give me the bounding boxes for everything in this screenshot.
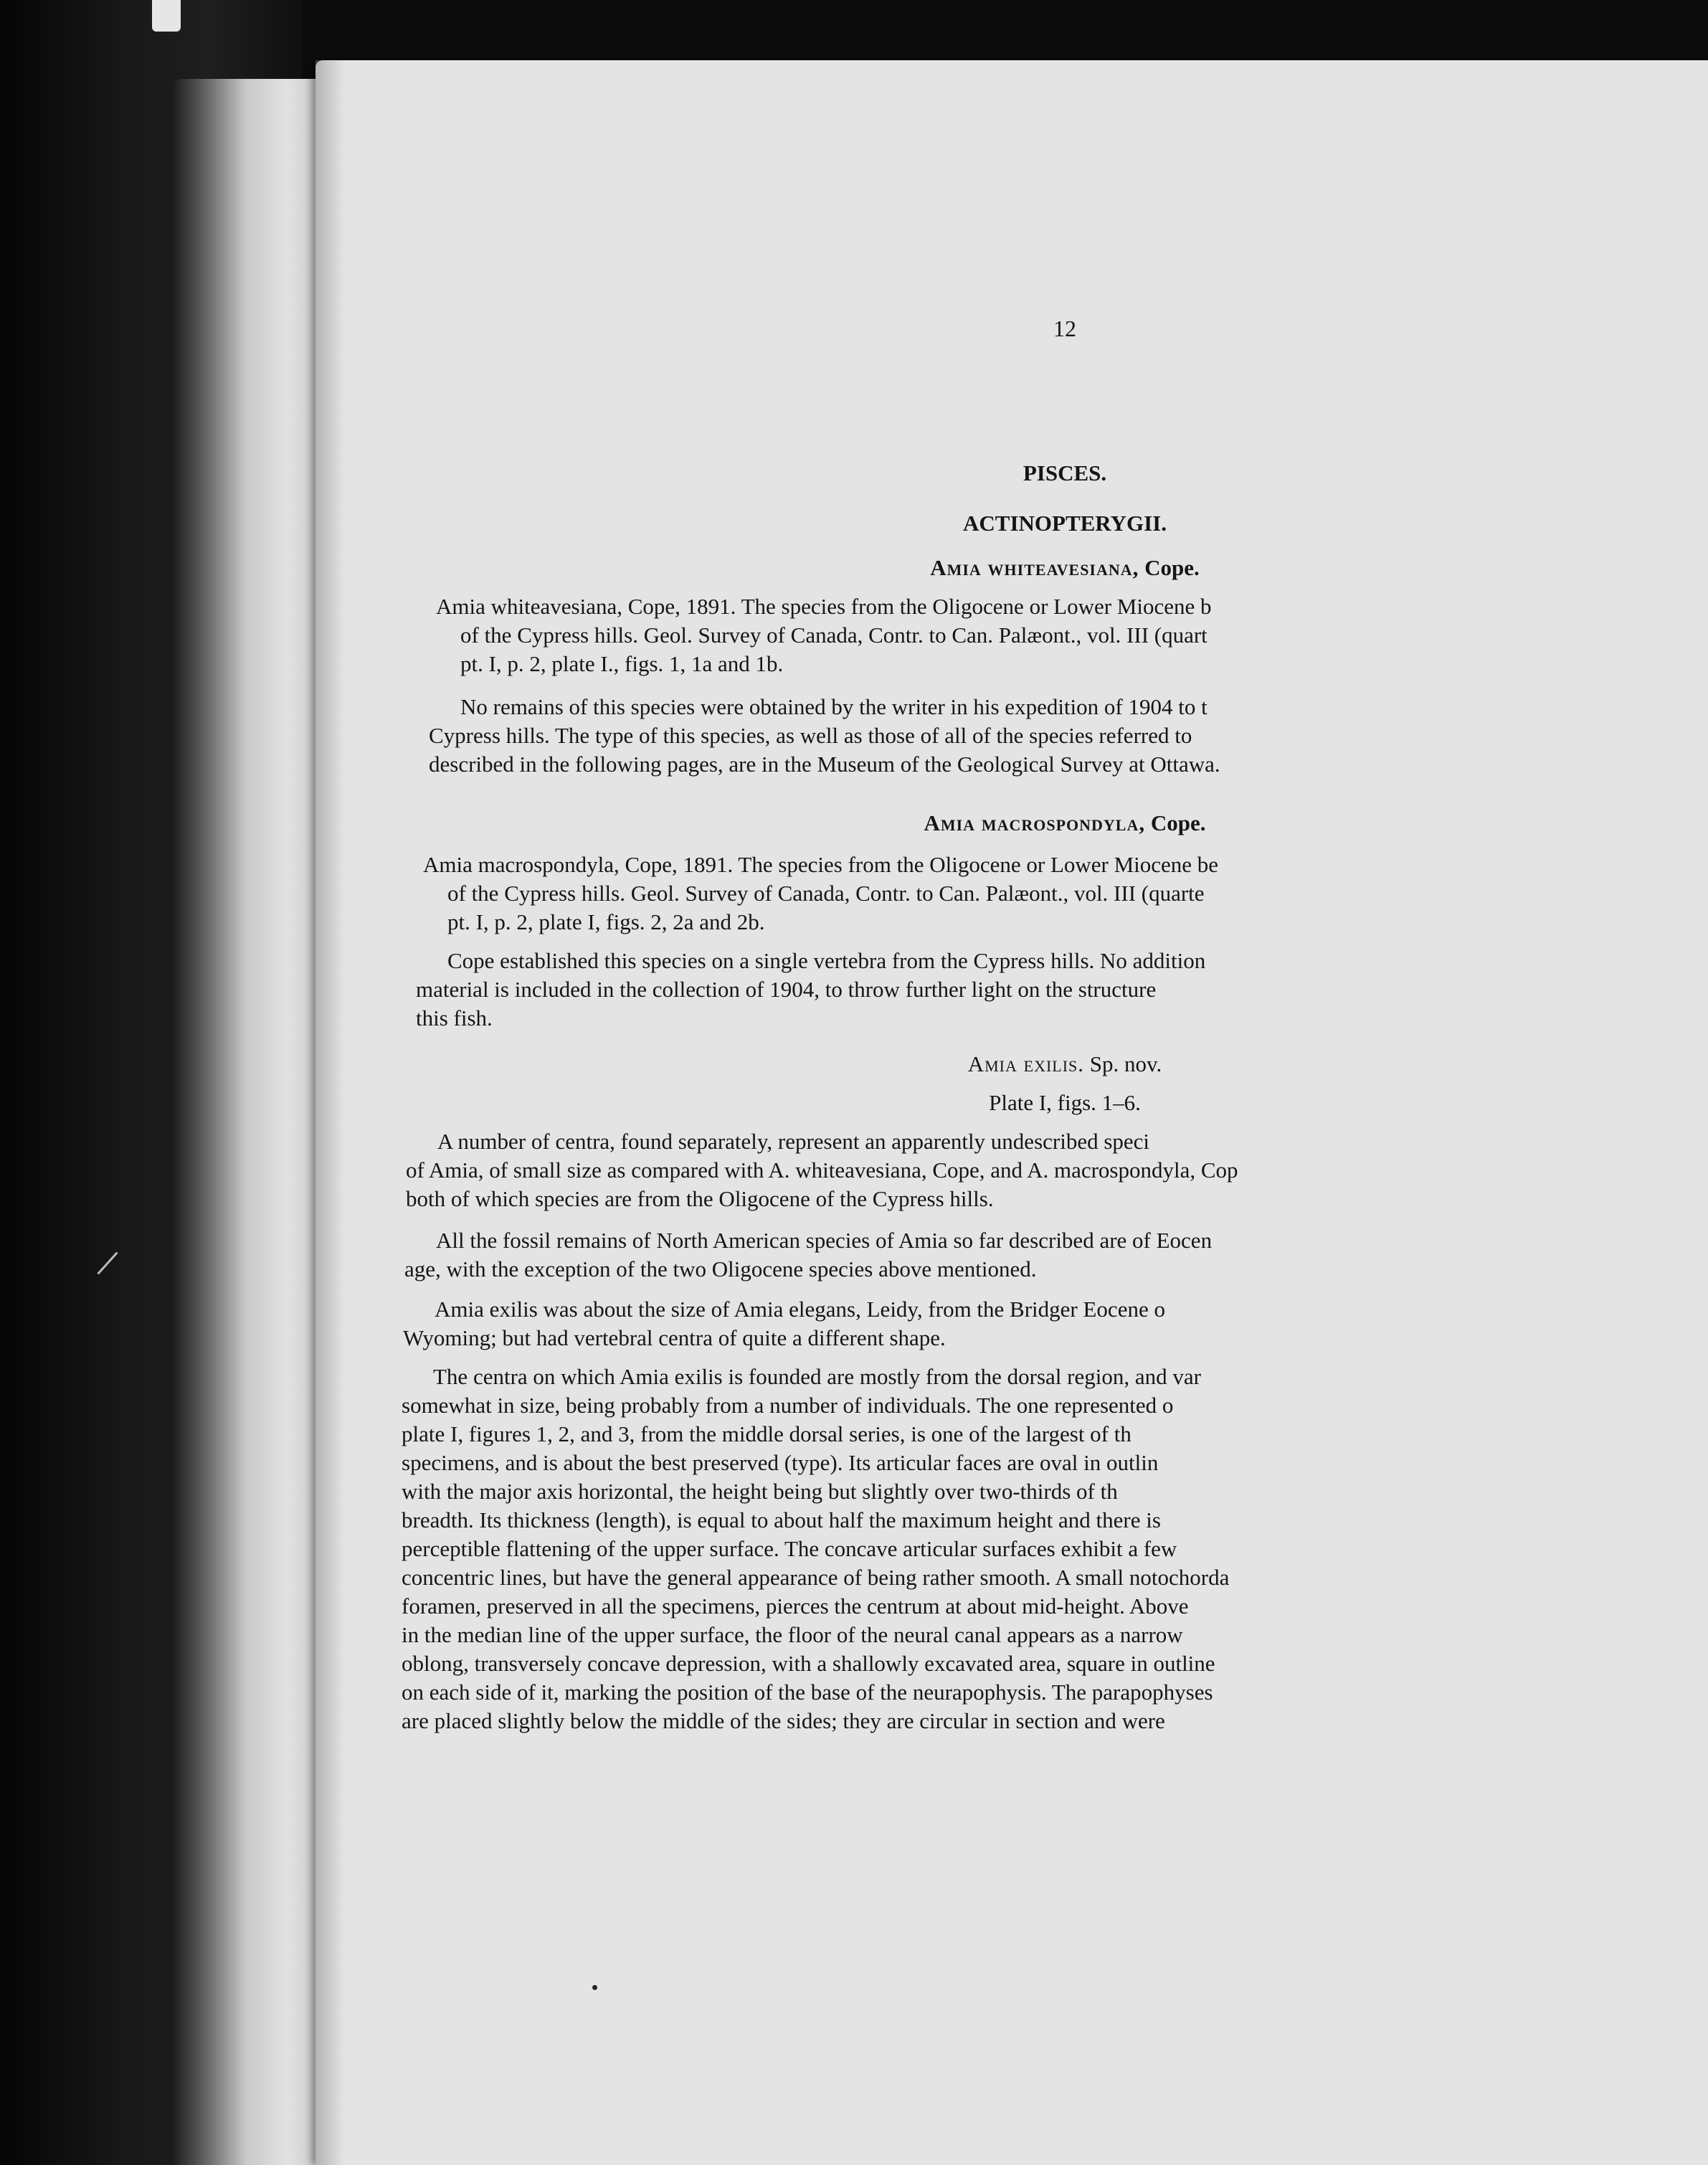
page-binding — [172, 79, 337, 2165]
citation-line: Amia whiteavesiana, Cope, 1891. The species from the Oligocene or Lower Miocene b — [436, 594, 1212, 619]
paragraph-line: foramen, preserved in all the specimens, pierces the centrum at about mid-height. Above — [402, 1593, 1189, 1619]
plate-reference: Plate I, figs. 1–6. — [989, 1090, 1141, 1115]
paragraph-line: this fish. — [416, 1005, 493, 1031]
paragraph-line: No remains of this species were obtained by the writer in his expedition of 1904 to t — [460, 694, 1208, 719]
paragraph-line: in the median line of the upper surface, the floor of the neural canal appears as a narrow — [402, 1622, 1183, 1647]
paragraph-line: The centra on which Amia exilis is founded are mostly from the dorsal region, and var — [433, 1364, 1201, 1389]
species-name: Amia exilis. — [967, 1051, 1085, 1076]
citation-line: of the Cypress hills. Geol. Survey of Canada, Contr. to Can. Palæont., vol. III (quarte — [447, 881, 1205, 906]
paragraph-line: with the major axis horizontal, the height being but slightly over two-thirds of th — [402, 1479, 1118, 1504]
species-author: Cope. — [1150, 810, 1206, 835]
species-author: Cope. — [1144, 555, 1200, 580]
paragraph-line: oblong, transversely concave depression, with a shallowly excavated area, square in outline — [402, 1651, 1215, 1676]
section-title — [402, 1050, 1708, 1079]
paragraph-line: Amia exilis was about the size of Amia elegans, Leidy, from the Bridger Eocene o — [435, 1297, 1165, 1322]
paragraph-line: described in the following pages, are in the Museum of the Geological Survey at Ottawa. — [429, 752, 1220, 777]
paragraph-line: on each side of it, marking the position of the base of the neurapophysis. The parapophyses — [402, 1680, 1213, 1705]
paragraph-line: perceptible flattening of the upper surface. The concave articular surfaces exhibit a few — [402, 1536, 1177, 1561]
paragraph-line: somewhat in size, being probably from a number of individuals. The one represented o — [402, 1393, 1174, 1418]
paragraph-line: both of which species are from the Oligocene of the Cypress hills. — [406, 1186, 994, 1211]
citation-line: Amia macrospondyla, Cope, 1891. The species from the Oligocene or Lower Miocene be — [423, 852, 1219, 877]
film-corner — [152, 0, 181, 32]
species-name: Amia macrospondyla, — [924, 810, 1146, 835]
species-name: Amia whiteavesiana, — [930, 555, 1139, 580]
citation-line: of the Cypress hills. Geol. Survey of Canada, Contr. to Can. Palæont., vol. III (quart — [460, 622, 1208, 648]
paragraph-line: of Amia, of small size as compared with A. whiteavesiana, Cope, and A. macrospondyla, Cop — [406, 1157, 1238, 1183]
species-author: Sp. nov. — [1089, 1051, 1162, 1076]
paragraph-line: Cope established this species on a single vertebra from the Cypress hills. No addition — [447, 948, 1206, 973]
paragraph-line: specimens, and is about the best preserved (type). Its articular faces are oval in outlin — [402, 1450, 1159, 1475]
paragraph-line: plate I, figures 1, 2, and 3, from the middle dorsal series, is one of the largest of th — [402, 1421, 1131, 1446]
paragraph-line: Wyoming; but had vertebral centra of quite a different shape. — [403, 1325, 946, 1350]
paragraph-line: All the fossil remains of North American species of Amia so far described are of Eocen — [436, 1228, 1213, 1253]
section-title — [402, 554, 1708, 582]
gutter-shadow — [315, 60, 344, 2165]
citation-line: pt. I, p. 2, plate I., figs. 1, 1a and 1b. — [460, 651, 784, 676]
paragraph-line: Cypress hills. The type of this species, as well as those of all of the species referred to — [429, 723, 1192, 748]
heading-main: PISCES. — [1023, 460, 1107, 485]
paragraph-line: breadth. Its thickness (length), is equal to about half the maximum height and there is — [402, 1507, 1161, 1532]
paragraph-line: are placed slightly below the middle of the sides; they are circular in section and were — [402, 1708, 1165, 1733]
paragraph-line: age, with the exception of the two Oligocene species above mentioned. — [404, 1256, 1037, 1282]
section-title — [402, 809, 1708, 838]
citation-line: pt. I, p. 2, plate I, figs. 2, 2a and 2b. — [447, 909, 765, 934]
paragraph-line: A number of centra, found separately, represent an apparently undescribed speci — [437, 1129, 1150, 1154]
paragraph-line: concentric lines, but have the general appearance of being rather smooth. A small notochorda — [402, 1565, 1230, 1590]
paragraph-line: material is included in the collection of 1904, to throw further light on the structure — [416, 977, 1157, 1002]
heading-sub: ACTINOPTERYGII. — [963, 511, 1167, 536]
ink-speck — [592, 1985, 597, 1990]
page-number: 12 — [1053, 316, 1076, 341]
